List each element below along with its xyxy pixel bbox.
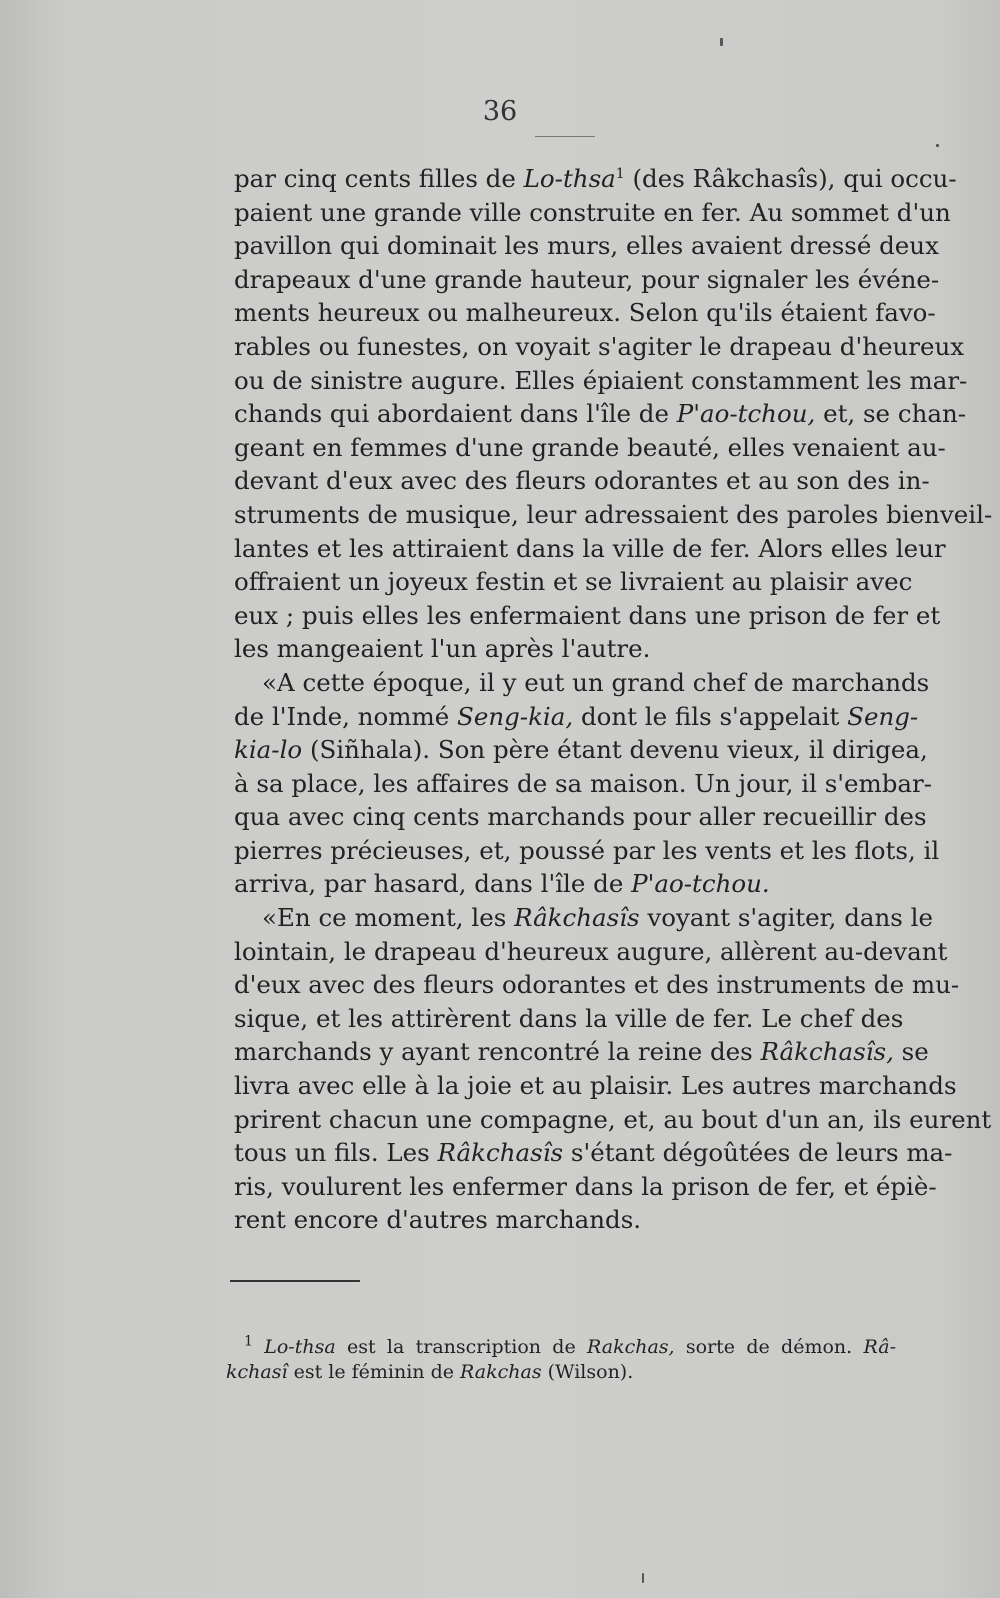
italic-term: P'ao-tchou, <box>676 399 816 429</box>
italic-term: Seng-kia, <box>457 701 574 731</box>
italic-term: Seng- <box>847 701 919 731</box>
text-line: drapeaux d'une grande hauteur, pour signaler les événe- <box>234 264 940 294</box>
footnote-line: kchasî est le féminin de Rakchas (Wilson). <box>226 1361 634 1383</box>
text-line: geant en femmes d'une grande beauté, elles venaient au- <box>234 432 946 462</box>
text-line: pierres précieuses, et, poussé par les vents et les flots, il <box>234 835 940 865</box>
italic-term: Râkchasîs <box>514 903 640 933</box>
footnote-line: $^1$ Lo-thsa est la transcription de Rakchas, sorte de démon. Râ- <box>244 1333 896 1358</box>
text-line: devant d'eux avec des fleurs odorantes et au son des in- <box>234 466 930 496</box>
text-line: sique, et les attirèrent dans la ville de fer. Le chef des <box>234 1003 904 1033</box>
italic-term: Râ- <box>863 1336 896 1358</box>
text-line: rent encore d'autres marchands. <box>234 1205 642 1235</box>
text-line: chands qui abordaient dans l'île de P'ao-tchou, et, se chan- <box>234 399 967 429</box>
text-line: pavillon qui dominait les murs, elles avaient dressé deux <box>234 231 939 261</box>
text-line: «En ce moment, les Râkchasîs voyant s'agiter, dans le <box>262 903 934 933</box>
text-line: lantes et les attiraient dans la ville de fer. Alors elles leur <box>234 533 946 563</box>
text-line: kia-lo (Siñhala). Son père étant devenu vieux, il dirigea, <box>234 735 928 765</box>
text-line: struments de musique, leur adressaient des paroles bienveil- <box>234 499 993 529</box>
text-line: par cinq cents filles de Lo-thsa$^1$ (des Râkchasîs), qui occu- <box>234 164 957 193</box>
italic-term: Lo-thsa <box>264 1336 336 1358</box>
footnote <box>226 1335 896 1385</box>
text-line: de l'Inde, nommé Seng-kia, dont le fils s'appelait Seng- <box>234 701 919 731</box>
text-line: ou de sinistre augure. Elles épiaient constamment les mar- <box>234 365 968 395</box>
text-line: tous un fils. Les Râkchasîs s'étant dégoûtées de leurs ma- <box>234 1138 953 1168</box>
text-line: arriva, par hasard, dans l'île de P'ao-tchou. <box>234 869 770 899</box>
italic-term: Râkchasîs, <box>760 1037 894 1067</box>
italic-term: kchasî <box>226 1361 288 1383</box>
italic-term: kia-lo <box>234 735 303 765</box>
text-line: «A cette époque, il y eut un grand chef de marchands <box>262 667 930 697</box>
body-text <box>234 162 993 1237</box>
text-line: paient une grande ville construite en fer. Au sommet d'un <box>234 197 951 227</box>
page-number: 36 <box>482 96 518 127</box>
text-line: ments heureux ou malheureux. Selon qu'ils étaient favo- <box>234 298 936 328</box>
text-line: eux ; puis elles les enfermaient dans une prison de fer et <box>234 600 941 630</box>
text-line: rables ou funestes, on voyait s'agiter le drapeau d'heureux <box>234 331 965 361</box>
text-line: marchands y ayant rencontré la reine des Râkchasîs, se <box>234 1037 929 1067</box>
italic-term: Rakchas <box>460 1361 542 1383</box>
italic-term: Râkchasîs <box>437 1138 564 1168</box>
footnote-marker: 1 <box>244 1333 253 1350</box>
footnote-marker: 1 <box>615 165 625 182</box>
text-line: prirent chacun une compagne, et, au bout d'un an, ils eurent <box>234 1104 992 1134</box>
text-line: à sa place, les affaires de sa maison. Un jour, il s'embar- <box>234 768 933 798</box>
italic-term: P'ao-tchou. <box>631 869 770 899</box>
text-line: qua avec cinq cents marchands pour aller recueillir des <box>234 802 927 832</box>
text-line: ris, voulurent les enfermer dans la prison de fer, et épiè- <box>234 1171 937 1201</box>
scan-speck <box>642 1573 644 1583</box>
text-line: offraient un joyeux festin et se livraient au plaisir avec <box>234 567 913 597</box>
paragraph <box>234 901 992 1237</box>
italic-term: Lo-thsa <box>523 164 616 193</box>
footnote-separator <box>230 1280 360 1282</box>
scan-speck <box>720 38 723 46</box>
page-number-rule <box>535 136 595 137</box>
text-line: lointain, le drapeau d'heureux augure, allèrent au-devant <box>234 936 948 966</box>
paragraph <box>234 162 993 666</box>
text-line: les mangeaient l'un après l'autre. <box>234 634 651 664</box>
scan-speck <box>936 144 939 147</box>
italic-term: Rakchas, <box>587 1336 675 1358</box>
text-line: livra avec elle à la joie et au plaisir. Les autres marchands <box>234 1071 957 1101</box>
text-line: d'eux avec des fleurs odorantes et des instruments de mu- <box>234 970 960 1000</box>
paragraph <box>234 666 940 901</box>
